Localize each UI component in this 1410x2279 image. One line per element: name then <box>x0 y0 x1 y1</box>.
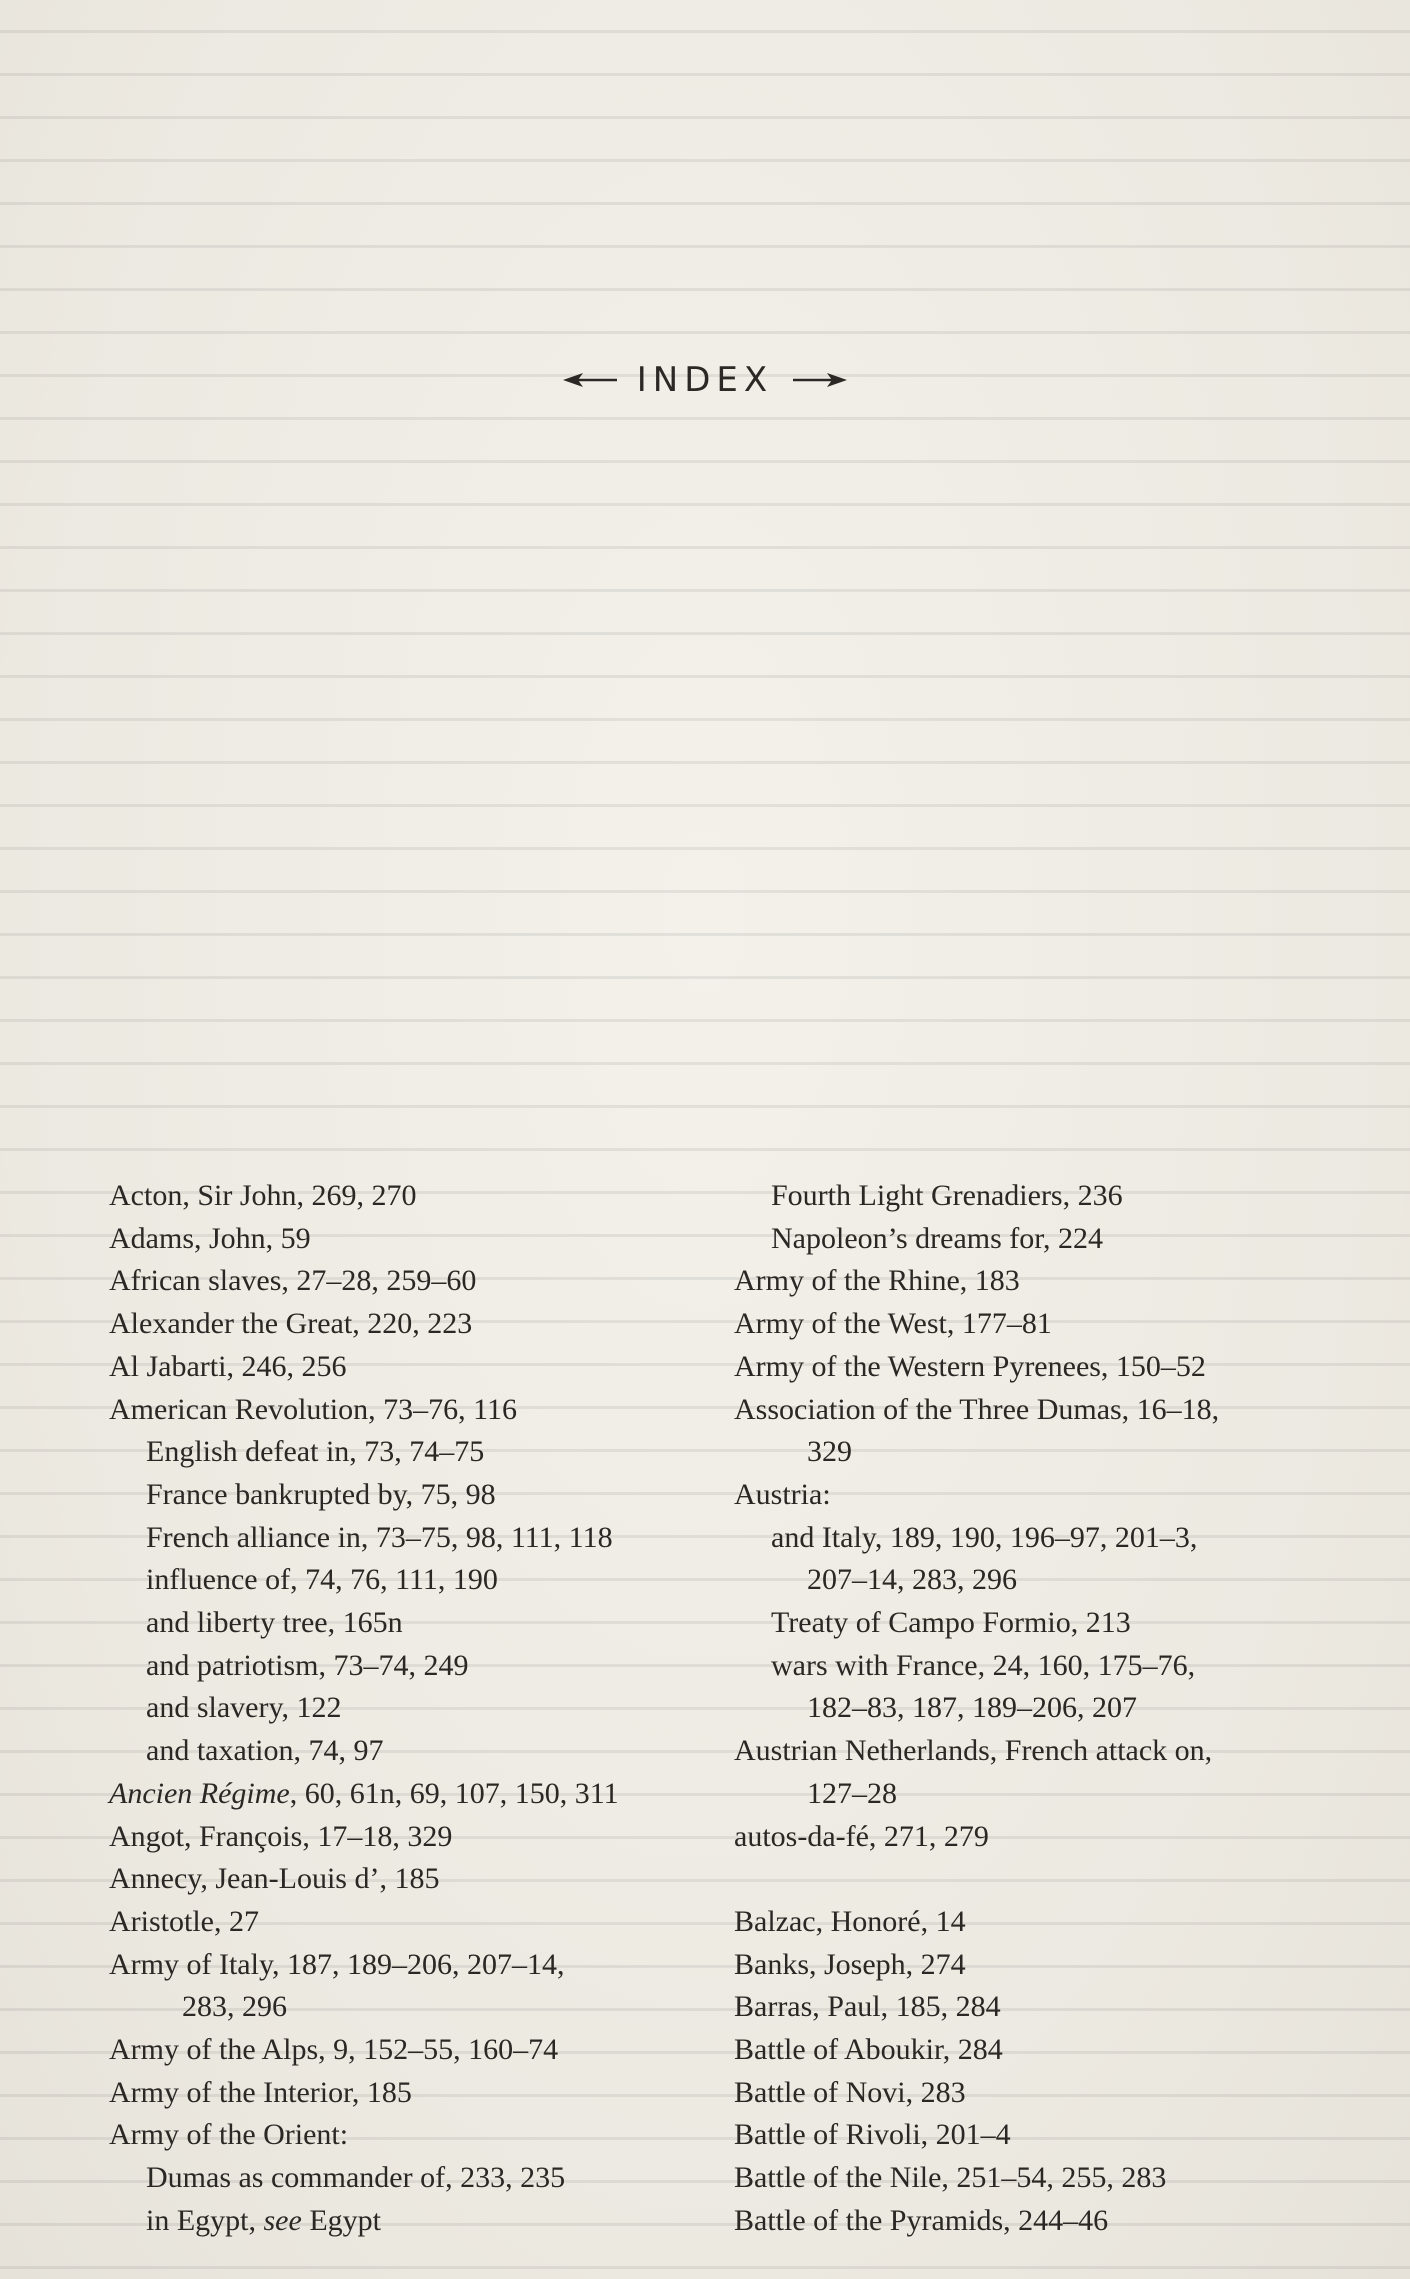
right-arrow-ornament-icon <box>791 370 849 390</box>
index-entry-text: Austria: <box>734 1477 831 1511</box>
index-entry-text: Battle of Novi, 283 <box>734 2075 966 2109</box>
index-entry <box>734 1474 1324 1517</box>
index-entry-text: Fourth Light Grenadiers, 236 <box>771 1179 1123 1212</box>
index-entry-text: 329 <box>807 1435 852 1469</box>
index-entry-text: and slavery, 122 <box>146 1691 342 1725</box>
index-entry-text: Treaty of Campo Formio, 213 <box>771 1606 1131 1640</box>
index-entry-text: in Egypt, <box>146 2203 264 2237</box>
index-entry <box>109 1346 709 1389</box>
index-entry <box>734 1730 1324 1773</box>
index-column-left <box>109 1175 709 2243</box>
index-entry-continuation <box>734 1559 1324 1602</box>
index-entry-text: and liberty tree, 165n <box>146 1606 403 1640</box>
index-entry-text: Austrian Netherlands, French attack on, <box>734 1734 1213 1768</box>
index-entry <box>734 2029 1324 2072</box>
index-subentry <box>109 1687 709 1730</box>
index-entry <box>734 1901 1324 1944</box>
index-entry <box>109 1303 709 1346</box>
index-subentry <box>734 1602 1324 1645</box>
index-subentry <box>109 1645 709 1688</box>
index-entry <box>734 2114 1324 2157</box>
index-entry <box>109 2114 709 2157</box>
index-header <box>0 358 1410 400</box>
index-entry-text: Acton, Sir John, 269, 270 <box>109 1179 417 1212</box>
index-entry-continuation <box>109 1986 709 2029</box>
index-entry <box>109 2072 709 2115</box>
index-letter-gap <box>734 1858 1324 1901</box>
index-entry-text: Angot, François, 17–18, 329 <box>109 1819 453 1853</box>
index-entry-text: Army of Italy, 187, 189–206, 207–14, <box>109 1947 565 1981</box>
index-entry-text: wars with France, 24, 160, 175–76, <box>771 1648 1196 1682</box>
index-entry-text: Battle of the Pyramids, 244–46 <box>734 2203 1109 2237</box>
index-entry <box>734 1944 1324 1987</box>
index-subentry <box>109 2200 709 2243</box>
index-entry <box>734 1260 1324 1303</box>
index-entry-text: , 60, 61n, 69, 107, 150, 311 <box>289 1776 619 1810</box>
index-entry <box>734 1986 1324 2029</box>
index-subentry <box>109 1431 709 1474</box>
index-entry <box>109 1773 709 1816</box>
index-subentry <box>109 2157 709 2200</box>
index-entry <box>734 1816 1324 1859</box>
index-cross-reference-see: see <box>263 2203 302 2237</box>
index-entry <box>109 1260 709 1303</box>
index-entry-text: Battle of Aboukir, 284 <box>734 2033 1003 2067</box>
page-title: INDEX <box>636 359 774 400</box>
index-entry-text: and patriotism, 73–74, 249 <box>146 1648 469 1682</box>
index-entry <box>109 1389 709 1432</box>
index-subentry <box>109 1517 709 1560</box>
index-subentry <box>734 1517 1324 1560</box>
index-subentry <box>109 1474 709 1517</box>
left-arrow-ornament-icon <box>561 370 619 390</box>
index-entry <box>734 2072 1324 2115</box>
index-entry <box>109 1901 709 1944</box>
index-entry <box>109 1816 709 1859</box>
index-entry-text: Army of the Interior, 185 <box>109 2075 412 2109</box>
index-entry <box>734 1389 1324 1432</box>
index-subentry <box>734 1645 1324 1688</box>
index-entry-italic-term: Ancien Régime <box>109 1776 290 1810</box>
index-column-right <box>734 1175 1324 2243</box>
index-entry-text: Dumas as commander of, 233, 235 <box>146 2161 566 2195</box>
index-entry-text: 127–28 <box>807 1776 897 1810</box>
index-entry-text: Battle of Rivoli, 201–4 <box>734 2118 1011 2152</box>
index-entry-text: France bankrupted by, 75, 98 <box>146 1477 496 1511</box>
index-entry-text: Banks, Joseph, 274 <box>734 1947 966 1981</box>
index-entry-text: African slaves, 27–28, 259–60 <box>109 1264 477 1298</box>
index-entry-text: American Revolution, 73–76, 116 <box>109 1392 517 1426</box>
index-subentry <box>109 1559 709 1602</box>
index-entry <box>734 1303 1324 1346</box>
index-subentry <box>734 1175 1324 1218</box>
index-entry-text: Annecy, Jean-Louis d’, 185 <box>109 1862 440 1896</box>
index-entry-text: Adams, John, 59 <box>109 1221 311 1255</box>
index-entry-text: Barras, Paul, 185, 284 <box>734 1990 1001 2024</box>
index-entry-text: English defeat in, 73, 74–75 <box>146 1435 485 1469</box>
index-cross-reference-target: Egypt <box>301 2203 381 2237</box>
index-entry-text: and Italy, 189, 190, 196–97, 201–3, <box>771 1520 1198 1554</box>
index-entry-text: Army of the Orient: <box>109 2118 349 2152</box>
index-entry-text: 182–83, 187, 189–206, 207 <box>807 1691 1137 1725</box>
index-entry-text: 283, 296 <box>182 1990 287 2024</box>
index-entry-text: influence of, 74, 76, 111, 190 <box>146 1563 498 1597</box>
index-entry-text: Aristotle, 27 <box>109 1904 259 1938</box>
index-entry <box>109 1218 709 1261</box>
index-entry-text: Army of the Rhine, 183 <box>734 1264 1020 1298</box>
index-entry-text: Association of the Three Dumas, 16–18, <box>734 1392 1220 1426</box>
index-entry-text: Al Jabarti, 246, 256 <box>109 1349 347 1383</box>
index-entry-text: Army of the Alps, 9, 152–55, 160–74 <box>109 2033 559 2067</box>
index-entry <box>734 2200 1324 2243</box>
index-subentry <box>109 1602 709 1645</box>
index-entry-text: autos-da-fé, 271, 279 <box>734 1819 989 1853</box>
index-entry <box>109 1944 709 1987</box>
index-subentry <box>734 1218 1324 1261</box>
index-entry-text: French alliance in, 73–75, 98, 111, 118 <box>146 1520 613 1554</box>
index-entry <box>734 1346 1324 1389</box>
index-entry-text: Army of the West, 177–81 <box>734 1307 1052 1341</box>
index-entry-text: Napoleon’s dreams for, 224 <box>771 1221 1104 1255</box>
index-entry <box>109 1858 709 1901</box>
index-entry-text: and taxation, 74, 97 <box>146 1734 384 1768</box>
index-entry-continuation <box>734 1431 1324 1474</box>
index-entry-continuation <box>734 1773 1324 1816</box>
index-entry <box>109 1175 709 1218</box>
index-entry-text: Alexander the Great, 220, 223 <box>109 1307 473 1341</box>
index-subentry <box>109 1730 709 1773</box>
index-entry-text: Battle of the Nile, 251–54, 255, 283 <box>734 2161 1167 2195</box>
index-entry-text: Army of the Western Pyrenees, 150–52 <box>734 1349 1206 1383</box>
index-entry <box>734 2157 1324 2200</box>
index-entry-continuation <box>734 1687 1324 1730</box>
index-entry-text: 207–14, 283, 296 <box>807 1563 1017 1597</box>
index-entry-text: Balzac, Honoré, 14 <box>734 1904 966 1938</box>
index-entry <box>109 2029 709 2072</box>
